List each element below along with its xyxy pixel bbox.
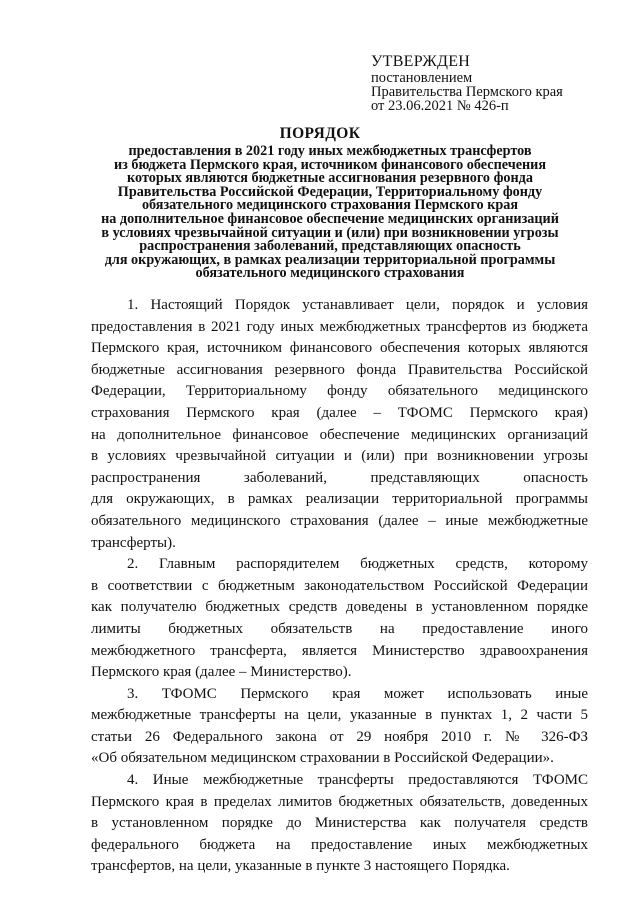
subtitle-line: предоставления в 2021 году иных межбюджетных трансфертов [128, 143, 532, 159]
text-line: 3. ТФОМС Пермского края может использовать иные [127, 685, 588, 702]
text-line: Пермского края, источником финансового обеспечения которых являются [91, 340, 588, 357]
text-line: как получателю бюджетных средств доведены в установленном порядке [91, 599, 588, 616]
text-line: Федерации, Территориальному фонду обязательного медицинского [91, 383, 588, 400]
subtitle-line: обязательного медицинского страхования [195, 265, 465, 282]
approval-line-1: постановлением [371, 70, 473, 86]
text-line: в установленном порядке до Министерства как получателя средств [91, 815, 588, 832]
text-line: страхования Пермского края (далее – ТФОМС Пермского края) [91, 404, 588, 421]
subtitle-line: на дополнительное финансовое обеспечение медицинских организаций [101, 210, 559, 227]
text-line: 4. Иные межбюджетные трансферты предоставляются ТФОМС [127, 772, 588, 789]
text-line: межбюджетные трансферты на цели, указанные в пунктах 1, 2 части 5 [91, 707, 588, 724]
document-subtitle [70, 145, 590, 281]
subtitle-line: из бюджета Пермского края, источником финансового обеспечения [113, 156, 547, 173]
paragraph-1 [91, 295, 588, 554]
text-line: предоставления в 2021 году иных межбюджетных трансфертов из бюджета [91, 318, 588, 335]
subtitle-line: в условиях чрезвычайной ситуации и (или) при возникновении угрозы [101, 224, 559, 241]
paragraph-3 [91, 684, 588, 770]
document-body [91, 295, 588, 878]
text-line: статьи 26 Федерального закона от 29 ноября 2010 г. № 326-ФЗ [91, 728, 588, 745]
text-line: Пермского края в пределах лимитов бюджетных обязательств, доведенных [91, 793, 588, 810]
subtitle-line: которых являются бюджетные ассигнования резервного фонда [127, 170, 533, 187]
text-line: трансфертов, на цели, указанные в пункте 3 настоящего Порядка. [91, 858, 510, 875]
text-line: на дополнительное финансовое обеспечение медицинских организаций [91, 426, 588, 443]
approval-heading: УТВЕРЖДЕН [371, 53, 471, 70]
subtitle-line: обязательного медицинского страхования Пермского края [141, 197, 519, 214]
approval-stamp [371, 54, 611, 113]
text-line: федерального бюджета на предоставление иных межбюджетных [91, 836, 588, 853]
text-line: обязательного медицинского страхования (далее – иные межбюджетные [91, 512, 588, 529]
subtitle-line: Правительства Российской Федерации, Территориальному фонду [117, 183, 543, 200]
text-line: трансферты). [91, 534, 176, 551]
text-line: бюджетные ассигнования резервного фонда Правительства Российской [91, 361, 588, 378]
paragraph-4 [91, 770, 588, 878]
approval-line-2: Правительства Пермского края [371, 84, 563, 100]
text-line: «Об обязательном медицинском страховании в Российской Федерации». [91, 750, 554, 767]
text-line: межбюджетного трансферта, является Министерство здравоохранения [91, 642, 588, 659]
text-line: лимиты бюджетных обязательств на предоставление иного [91, 620, 588, 637]
document-title: ПОРЯДОК [279, 125, 361, 142]
paragraph-2 [91, 554, 588, 684]
text-line: распространения заболеваний, представляющих опасность [91, 469, 588, 486]
subtitle-line: распространения заболеваний, представляющих опасность [139, 238, 521, 255]
subtitle-line: для окружающих, в рамках реализации территориальной программы [104, 251, 556, 268]
text-line: 1. Настоящий Порядок устанавливает цели, порядок и условия [127, 297, 588, 313]
approval-line-3: от 23.06.2021 № 426-п [371, 98, 509, 114]
text-line: Пермского края (далее – Министерство). [91, 664, 352, 681]
text-line: в соответствии с бюджетным законодательством Российской Федерации [91, 577, 588, 594]
text-line: в условиях чрезвычайной ситуации и (или) при возникновении угрозы [91, 448, 588, 465]
text-line: 2. Главным распорядителем бюджетных средств, которому [127, 556, 588, 573]
text-line: для окружающих, в рамках реализации территориальной программы [91, 491, 588, 508]
